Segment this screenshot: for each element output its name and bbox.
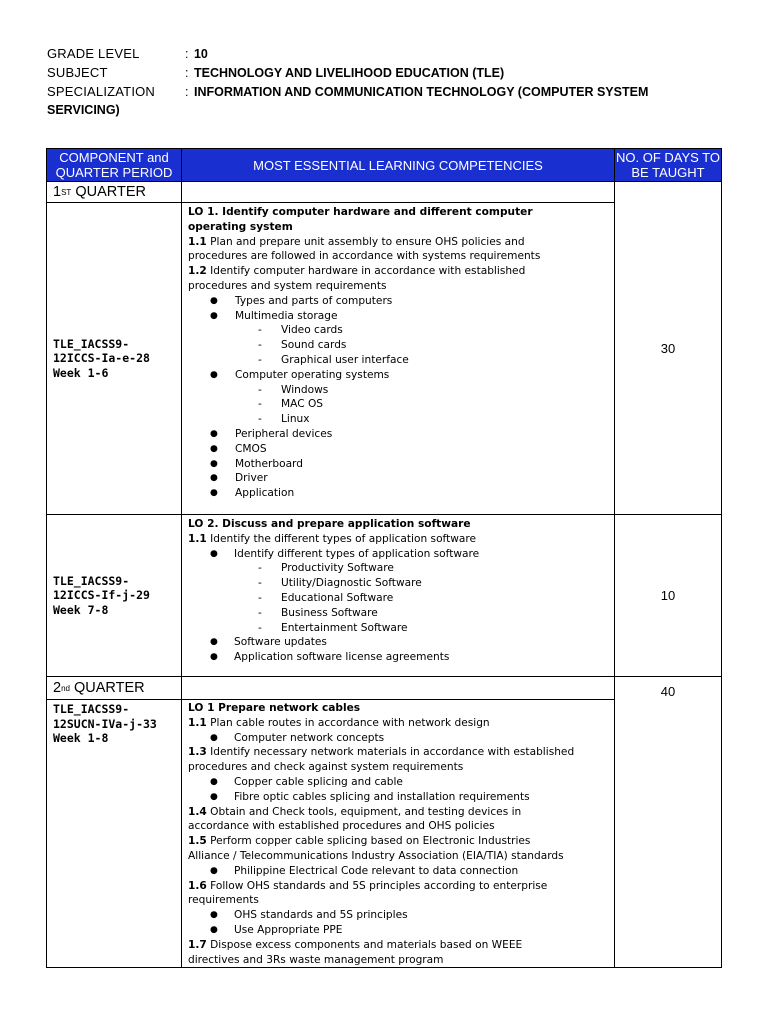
list-item: - MAC OS — [258, 398, 324, 411]
days-row2: 10 — [614, 514, 722, 677]
list-item: - Graphical user interface — [258, 353, 409, 366]
list-item: - Utility/Diagnostic Software — [258, 577, 422, 590]
list-item: ● Software updates — [210, 636, 327, 649]
subject-label: SUBJECT — [47, 65, 108, 80]
list-item: ● Multimedia storage — [210, 309, 338, 322]
days-header: NO. OF DAYS TO BE TAUGHT — [615, 150, 721, 180]
list-item: ● Types and parts of computers — [210, 294, 393, 307]
subject-value: TECHNOLOGY AND LIVELIHOOD EDUCATION (TLE) — [193, 65, 505, 80]
row2-competencies: LO 2. Discuss and prepare application software 1.1 Identify the different types of application software ● Identify different types of application software - Productivity Software - Utility/Diagnostic Software - Educational Software - Business Software - Entertainment Software ● Software updates ● Application software license agreements — [181, 514, 615, 677]
list-item: ● Computer operating systems — [210, 368, 390, 381]
row3-competencies: LO 1 Prepare network cables 1.1 Plan cable routes in accordance with network design ● Computer network concepts 1.3 Identify necessary network materials in accordance with established procedures and check against system requirements ● Copper cable splicing and cable ● Fibre optic cables splicing and installation requirements 1.4 Obtain and Check tools, equipment, and testing devices in accordance with established procedures and OHS policies 1.5 Perform copper cable splicing based on Electronic Industries Alliance / Telecommunications Industry Association (EIA/TIA) standards ● Philippine Electrical Code relevant to data connection 1.6 Follow OHS standards and 5S principles according to enterprise requirements ● OHS standards and 5S principles ● Use Appropriate PPE 1.7 Dispose excess components and materials based on WEEE directives and 3Rs waste management program — [181, 699, 615, 968]
row1-competencies: LO 1. Identify computer hardware and different computer operating system 1.1 Plan and prepare unit assembly to ensure OHS policies and procedures are followed in accordance with systems requirements 1.2 Identify computer hardware in accordance with established procedures and system requirements ● Types and parts of computers ● Multimedia storage - Video cards - Sound cards - Graphical user interface ● Computer operating systems - Windows - MAC OS - Linux ● Peripheral devices ● CMOS ● Motherboard ● Driver ● Application — [181, 202, 615, 515]
list-item: ● OHS standards and 5S principles — [210, 909, 408, 922]
list-item: ● Computer network concepts — [210, 731, 385, 744]
component-header: COMPONENT and QUARTER PERIOD — [46, 148, 182, 182]
list-item: - Sound cards — [258, 339, 347, 352]
grade-level-row: GRADE LEVEL : 10 — [47, 46, 208, 61]
list-item: - Educational Software — [258, 591, 394, 604]
subject-row: SUBJECT : TECHNOLOGY AND LIVELIHOOD EDUCATION (TLE) — [47, 65, 505, 80]
grade-level-value: 10 — [193, 46, 208, 61]
row2-code: TLE_IACSS9- 12ICCS-If-j-29 Week 7-8 — [46, 514, 182, 677]
list-item: ● Application — [210, 487, 295, 500]
list-item: - Windows — [258, 383, 329, 396]
list-item: ● Identify different types of application software — [210, 547, 480, 560]
days-row1: 30 — [614, 181, 722, 515]
list-item: - Productivity Software — [258, 562, 394, 575]
list-item: ● Application software license agreements — [210, 651, 450, 664]
list-item: ● Use Appropriate PPE — [210, 923, 343, 936]
second-quarter-blank — [181, 676, 615, 700]
first-quarter-label: 1 ST QUARTER — [46, 181, 182, 203]
list-item: ● Driver — [210, 472, 268, 485]
second-quarter-label: 2 nd QUARTER — [46, 676, 182, 700]
list-item: ● CMOS — [210, 442, 267, 455]
list-item: ● Motherboard — [210, 457, 303, 470]
list-item: ● Philippine Electrical Code relevant to data connection — [210, 864, 519, 877]
list-item: - Linux — [258, 413, 310, 426]
list-item: ● Fibre optic cables splicing and installation requirements — [210, 790, 530, 803]
row3-code: TLE_IACSS9- 12SUCN-IVa-j-33 Week 1-8 — [46, 699, 182, 968]
document-header — [47, 44, 737, 119]
list-item: ● Peripheral devices — [210, 427, 333, 440]
specialization-value-wrap: SERVICING) — [47, 103, 120, 117]
specialization-label: SPECIALIZATION — [47, 84, 156, 99]
list-item: - Video cards — [258, 324, 343, 337]
list-item: - Entertainment Software — [258, 621, 408, 634]
specialization-value: INFORMATION AND COMMUNICATION TECHNOLOGY (COMPUTER SYSTEM — [193, 84, 649, 99]
days-row3: 40 — [614, 676, 722, 968]
specialization-row: SPECIALIZATION : INFORMATION AND COMMUNICATION TECHNOLOGY (COMPUTER SYSTEM — [47, 84, 649, 99]
grade-level-label: GRADE LEVEL — [47, 46, 140, 61]
first-quarter-blank — [181, 181, 615, 203]
list-item: - Business Software — [258, 606, 378, 619]
row1-code: TLE_IACSS9- 12ICCS-Ia-e-28 Week 1-6 — [46, 202, 182, 515]
list-item: ● Copper cable splicing and cable — [210, 775, 403, 788]
competencies-table — [46, 148, 722, 968]
competencies-header: MOST ESSENTIAL LEARNING COMPETENCIES — [181, 148, 615, 182]
